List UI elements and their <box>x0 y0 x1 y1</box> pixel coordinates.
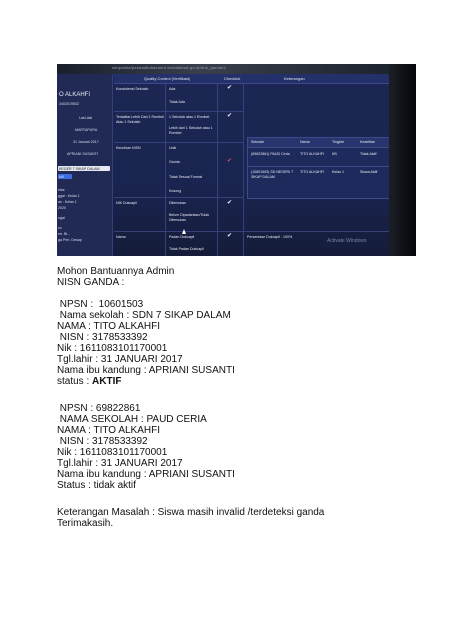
option-unik: Unik <box>169 146 177 150</box>
student-id: 3402019502 <box>59 102 79 106</box>
status-badge: ktif <box>58 174 72 179</box>
sub-cell-tingkat: Kelas 1 <box>332 170 344 174</box>
sub-cell-nama: TITO ALKAHFI <box>300 152 324 156</box>
sidebar-extra-1: elas <box>58 188 65 192</box>
activate-windows-watermark: Activate Windows <box>327 238 367 244</box>
sub-cell-nama: TITO ALKAHFI <box>300 170 324 174</box>
sidebar-extra-6: ec <box>58 226 62 230</box>
option-tidak-padan: Tidak Padan Dukcapil <box>169 247 204 251</box>
intro-nisn-ganda: NISN GANDA : <box>57 277 125 288</box>
mouse-cursor-icon <box>182 229 186 234</box>
label-nama: Nama <box>116 235 126 239</box>
b1-status-label: status : <box>57 376 93 387</box>
b1-npsn: NPSN : 10601503 <box>57 299 144 310</box>
student-sidebar <box>57 74 113 256</box>
sidebar-extra-3: as : Kelas 1 <box>58 200 77 204</box>
url-text: simpatika/pesdadikdlasmen.kemdikbud.go.id/duk_ganda/1 <box>112 65 227 70</box>
sub-header-tingkat: Tingkat <box>332 140 344 144</box>
school-select[interactable]: KEGER 7 SIKAP DALAM <box>58 166 110 171</box>
header-checklist: Checklist <box>224 76 241 81</box>
qc-table-header <box>114 74 389 84</box>
sub-header-keaktifan: Keaktifan <box>360 140 375 144</box>
b2-npsn: NPSN : 69822861 <box>57 403 141 414</box>
option-ada: Ada <box>169 87 176 91</box>
b1-sekolah: Nama sekolah : SDN 7 SIKAP DALAM <box>57 310 231 321</box>
sidebar-extra-8: ga Pen. Desap <box>58 238 82 242</box>
message-body <box>57 266 437 529</box>
header-keterangan: Keterangan <box>284 76 305 81</box>
b1-status-value: AKTIF <box>92 376 122 387</box>
b1-status <box>57 376 437 387</box>
option-lebih-dari-1: Lebih dari 1 Sekolah atau 1 Rombel <box>169 126 213 135</box>
b1-tgl-lahir: Tgl.lahir : 31 JANUARI 2017 <box>57 354 183 365</box>
header-quality-control: Quality Control (Verifikasi) <box>144 76 191 81</box>
screenshot-photo <box>57 64 416 256</box>
check-red-icon: ✔ <box>227 158 233 164</box>
student-mother: APRIANI SUSANTI <box>67 152 98 156</box>
option-tidak-ada: Tidak Ada <box>169 100 185 104</box>
b1-nik: Nik : 1611083101170001 <box>57 343 168 354</box>
row-divider <box>114 231 389 232</box>
b1-nama: NAMA : TITO ALKAHFI <box>57 321 160 332</box>
sidebar-extra-4: 2020 <box>58 206 66 210</box>
row-divider <box>114 111 244 112</box>
check-icon: ✔ <box>227 113 233 119</box>
option-belum-dipadankan: Belum Dipadankan/Tidak Ditemukan <box>169 213 210 222</box>
intro-line: Mohon Bantuannya Admin <box>57 266 175 277</box>
note-persentase: Persentase Dukcapil : 100% <box>247 235 293 239</box>
check-icon: ✔ <box>227 233 233 239</box>
option-tidak-sesuai-format: Tidak Sesuai Format <box>169 175 203 179</box>
check-icon: ✔ <box>227 85 233 91</box>
school-subtable <box>247 137 392 199</box>
monitor-bezel <box>389 64 416 256</box>
option-ditemukan: Ditemukan <box>169 201 187 205</box>
label-terdaftar: Terdaftar Lebih Dari 1 Rombel Atau 1 Sekolah <box>116 115 164 124</box>
sidebar-extra-5: ngal <box>58 216 65 220</box>
label-konsistensi: Konsistensi Sekolah <box>116 87 149 91</box>
sub-cell-keaktifan: Siswa Aktif <box>360 170 378 174</box>
student-gender: Laki-laki <box>79 116 93 120</box>
sub-cell-tingkat: KB <box>332 152 337 156</box>
sidebar-extra-7: en. Bi... <box>58 232 71 236</box>
row-divider <box>114 197 244 198</box>
b2-status: Status : tidak aktif <box>57 480 136 491</box>
student-name: O ALKAHFI <box>59 92 91 98</box>
thanks-line: Terimakasih. <box>57 518 114 529</box>
b2-sekolah: NAMA SEKOLAH : PAUD CERIA <box>57 414 207 425</box>
b2-nama: NAMA : TITO ALKAHFI <box>57 425 160 436</box>
b1-ibu: Nama ibu kandung : APRIANI SUSANTI <box>57 365 235 376</box>
student-birthdate: 31 Januari 2017 <box>73 140 99 144</box>
sub-cell-sekolah: (69822861) PAUD Ceria <box>251 152 290 156</box>
b2-nik: Nik : 1611083101170001 <box>57 447 168 458</box>
row-divider <box>114 142 244 143</box>
sub-cell-keaktifan: Tidak Aktif <box>360 152 377 156</box>
label-nik-dukcapil: NIK Dukcapil <box>116 201 137 205</box>
sub-header-sekolah: Sekolah <box>251 140 264 144</box>
option-1-sekolah: 1 Sekolah atau 1 Rombel <box>169 115 210 119</box>
b2-tgl-lahir: Tgl.lahir : 31 JANUARI 2017 <box>57 458 183 469</box>
browser-bar <box>57 64 416 74</box>
check-icon: ✔ <box>227 200 233 206</box>
option-kosong: Kosong <box>169 189 182 193</box>
sub-header-nama: Nama <box>300 140 310 144</box>
student-birthplace: MARTAPURA <box>75 128 98 132</box>
b2-ibu: Nama ibu kandung : APRIANI SUSANTI <box>57 469 235 480</box>
sub-cell-sekolah: (10601503) SD NEGERI 7 SIKAP DALAM <box>251 170 294 179</box>
label-keunikan-nisn: Keunikan NISN <box>116 146 141 150</box>
option-ganda: Ganda <box>169 160 180 164</box>
keterangan-masalah: Keterangan Masalah : Siswa masih invalid /terdeteksi ganda <box>57 507 325 518</box>
sidebar-extra-2: ggal : Kelas 1 <box>58 194 80 198</box>
b1-nisn: NISN : 3178533392 <box>57 332 148 343</box>
option-padan-dukcapil: Padan Dukcapil <box>169 235 195 239</box>
b2-nisn: NISN : 3178533392 <box>57 436 148 447</box>
